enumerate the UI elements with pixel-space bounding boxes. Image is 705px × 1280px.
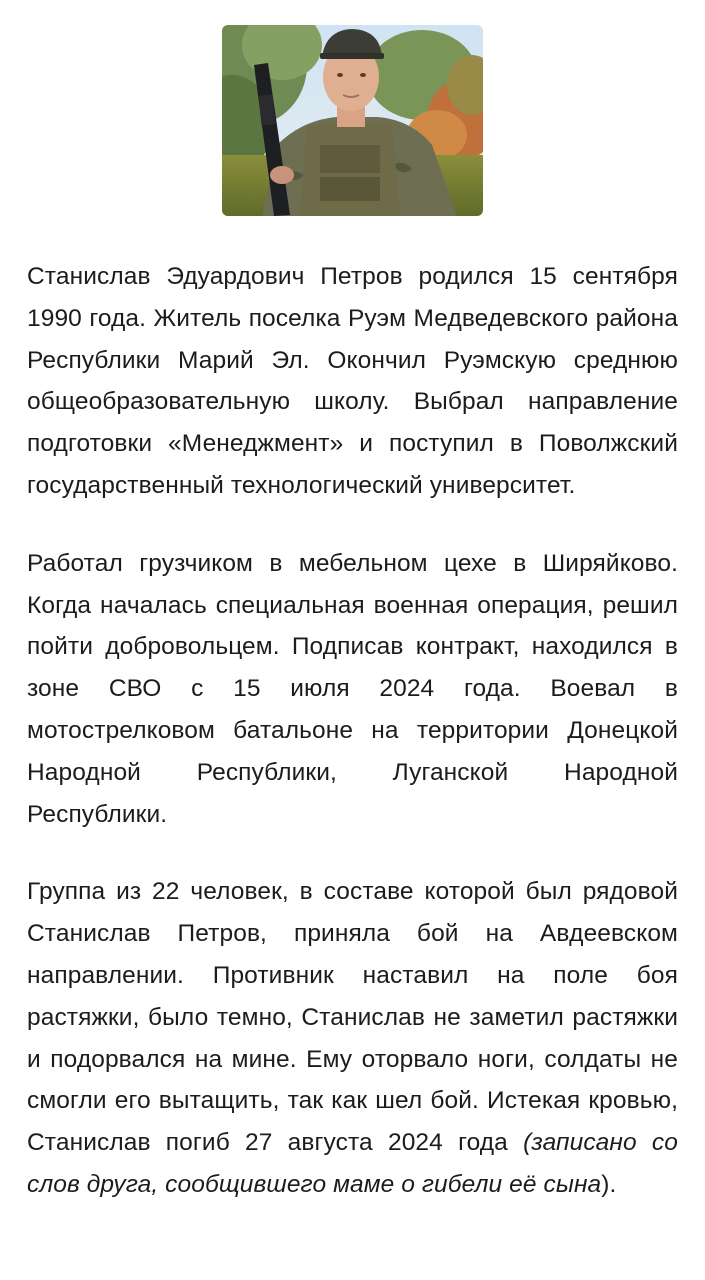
paragraph-text: Группа из 22 человек, в составе которой был рядовой Станислав Петров, приняла бой на Авдеевском направлении. Противник наставил на поле боя растяжки, было темно, Станислав не заметил растяжки и подорвался на мине. Ему оторвало ноги, солдаты не смогли его вытащить, так как шел бой. Истекая кровью, Станислав погиб 27 августа 2024 года [27, 878, 678, 1157]
paragraph-service [27, 543, 678, 836]
paragraph-tail: ). [601, 1170, 617, 1198]
paragraph-text: Станислав Эдуардович Петров родился 15 сентября 1990 года. Житель поселка Руэм Медведевского района Республики Марий Эл. Окончил Руэмскую среднюю общеобразовательную школу. Выбрал направление подготовки «Менеджмент» и поступил в Поволжский государственный технологический университет. [27, 263, 678, 499]
article-body [27, 256, 678, 1242]
paragraph-death [27, 871, 678, 1205]
paragraph-italic-note: (записано со слов друга, сообщившего маме о гибели её сына [27, 1129, 678, 1198]
paragraph-biography [27, 256, 678, 507]
paragraph-text: Работал грузчиком в мебельном цехе в Ширяйково. Когда началась специальная военная операция, решил пойти добровольцем. Подписав контракт, находился в зоне СВО с 15 июля 2024 года. Воевал в мотострелковом батальоне на территории Донецкой Народной Республики, Луганской Народной Республики. [27, 549, 678, 828]
soldier-portrait-photo [222, 25, 483, 216]
